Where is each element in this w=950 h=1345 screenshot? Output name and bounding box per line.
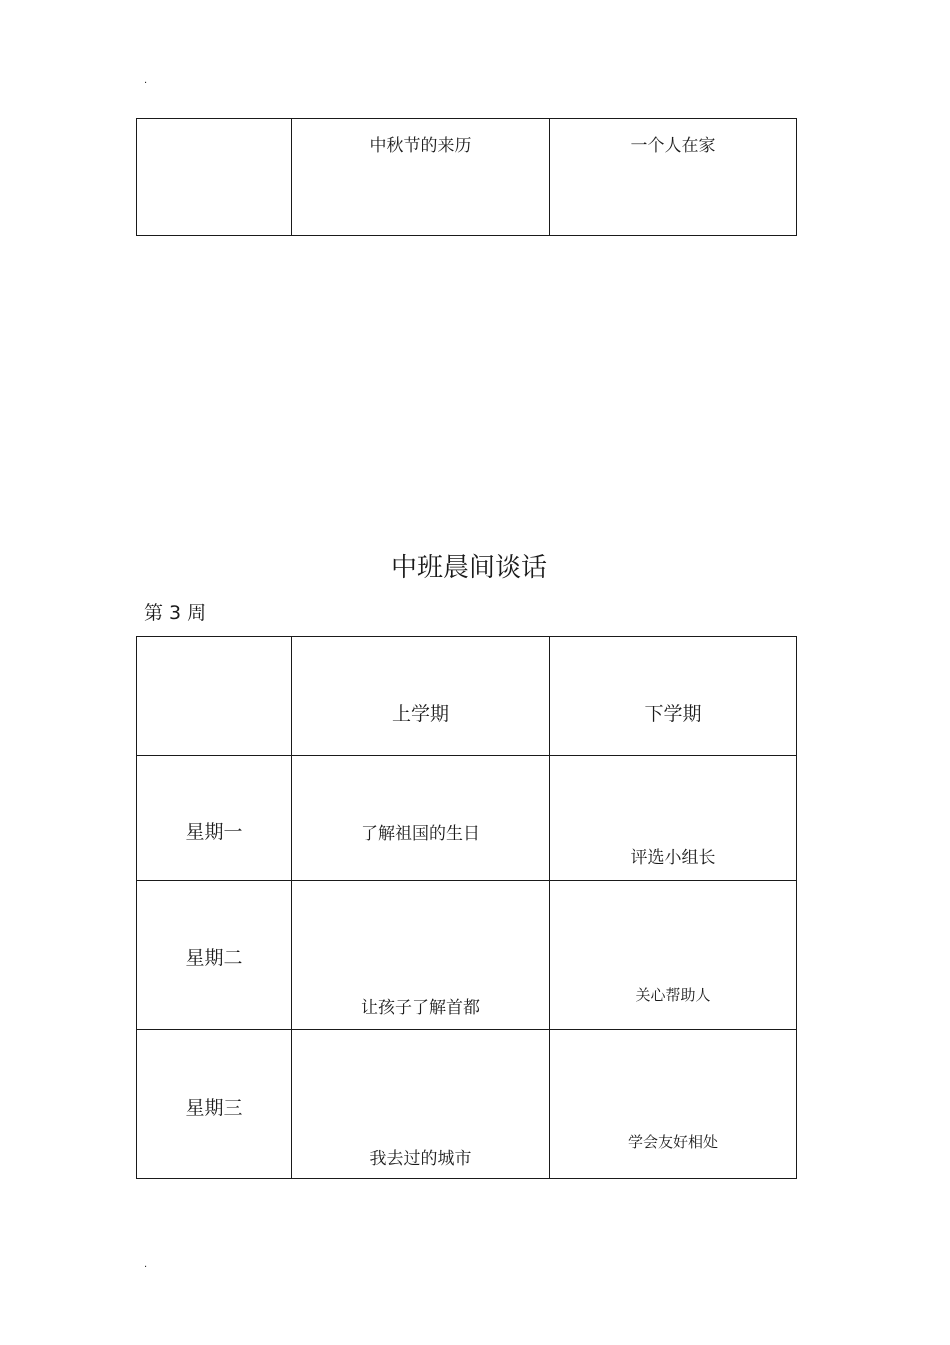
header-first-term: 上学期 bbox=[391, 703, 449, 725]
table-header-row bbox=[137, 637, 797, 756]
table-cell bbox=[550, 756, 797, 881]
previous-week-table bbox=[136, 118, 797, 236]
table-cell bbox=[550, 119, 797, 236]
page-title: 中班晨间谈话 bbox=[390, 553, 547, 583]
cell-text: 中秋节的来历 bbox=[369, 136, 472, 156]
table-row bbox=[137, 881, 797, 1030]
header-cell bbox=[137, 637, 292, 756]
second-term-topic: 评选小组长 bbox=[630, 848, 716, 868]
header-cell bbox=[550, 637, 797, 756]
week-label: 第 3 周 bbox=[144, 602, 207, 624]
page-marker-top: . bbox=[144, 75, 148, 86]
schedule-table bbox=[136, 636, 797, 1179]
table-cell bbox=[550, 881, 797, 1030]
table-cell bbox=[550, 1030, 797, 1179]
table-cell bbox=[292, 881, 550, 1030]
table-cell bbox=[137, 119, 292, 236]
first-term-topic: 我去过的城市 bbox=[369, 1149, 472, 1169]
table-row bbox=[137, 119, 797, 236]
day-cell bbox=[137, 881, 292, 1030]
day-cell bbox=[137, 1030, 292, 1179]
header-second-term: 下学期 bbox=[644, 703, 702, 725]
table-cell bbox=[292, 756, 550, 881]
first-term-topic: 了解祖国的生日 bbox=[361, 824, 480, 844]
day-label: 星期三 bbox=[185, 1097, 243, 1119]
page-marker-bottom: . bbox=[144, 1259, 148, 1270]
day-label: 星期一 bbox=[185, 821, 243, 843]
day-label: 星期二 bbox=[185, 947, 243, 969]
second-term-topic: 学会友好相处 bbox=[627, 1133, 718, 1151]
second-term-topic: 关心帮助人 bbox=[635, 986, 711, 1004]
cell-text: 一个人在家 bbox=[630, 136, 716, 156]
table-cell bbox=[292, 1030, 550, 1179]
header-cell bbox=[292, 637, 550, 756]
table-row bbox=[137, 1030, 797, 1179]
table-row bbox=[137, 756, 797, 881]
table-cell bbox=[292, 119, 550, 236]
day-cell bbox=[137, 756, 292, 881]
first-term-topic: 让孩子了解首都 bbox=[361, 998, 480, 1018]
